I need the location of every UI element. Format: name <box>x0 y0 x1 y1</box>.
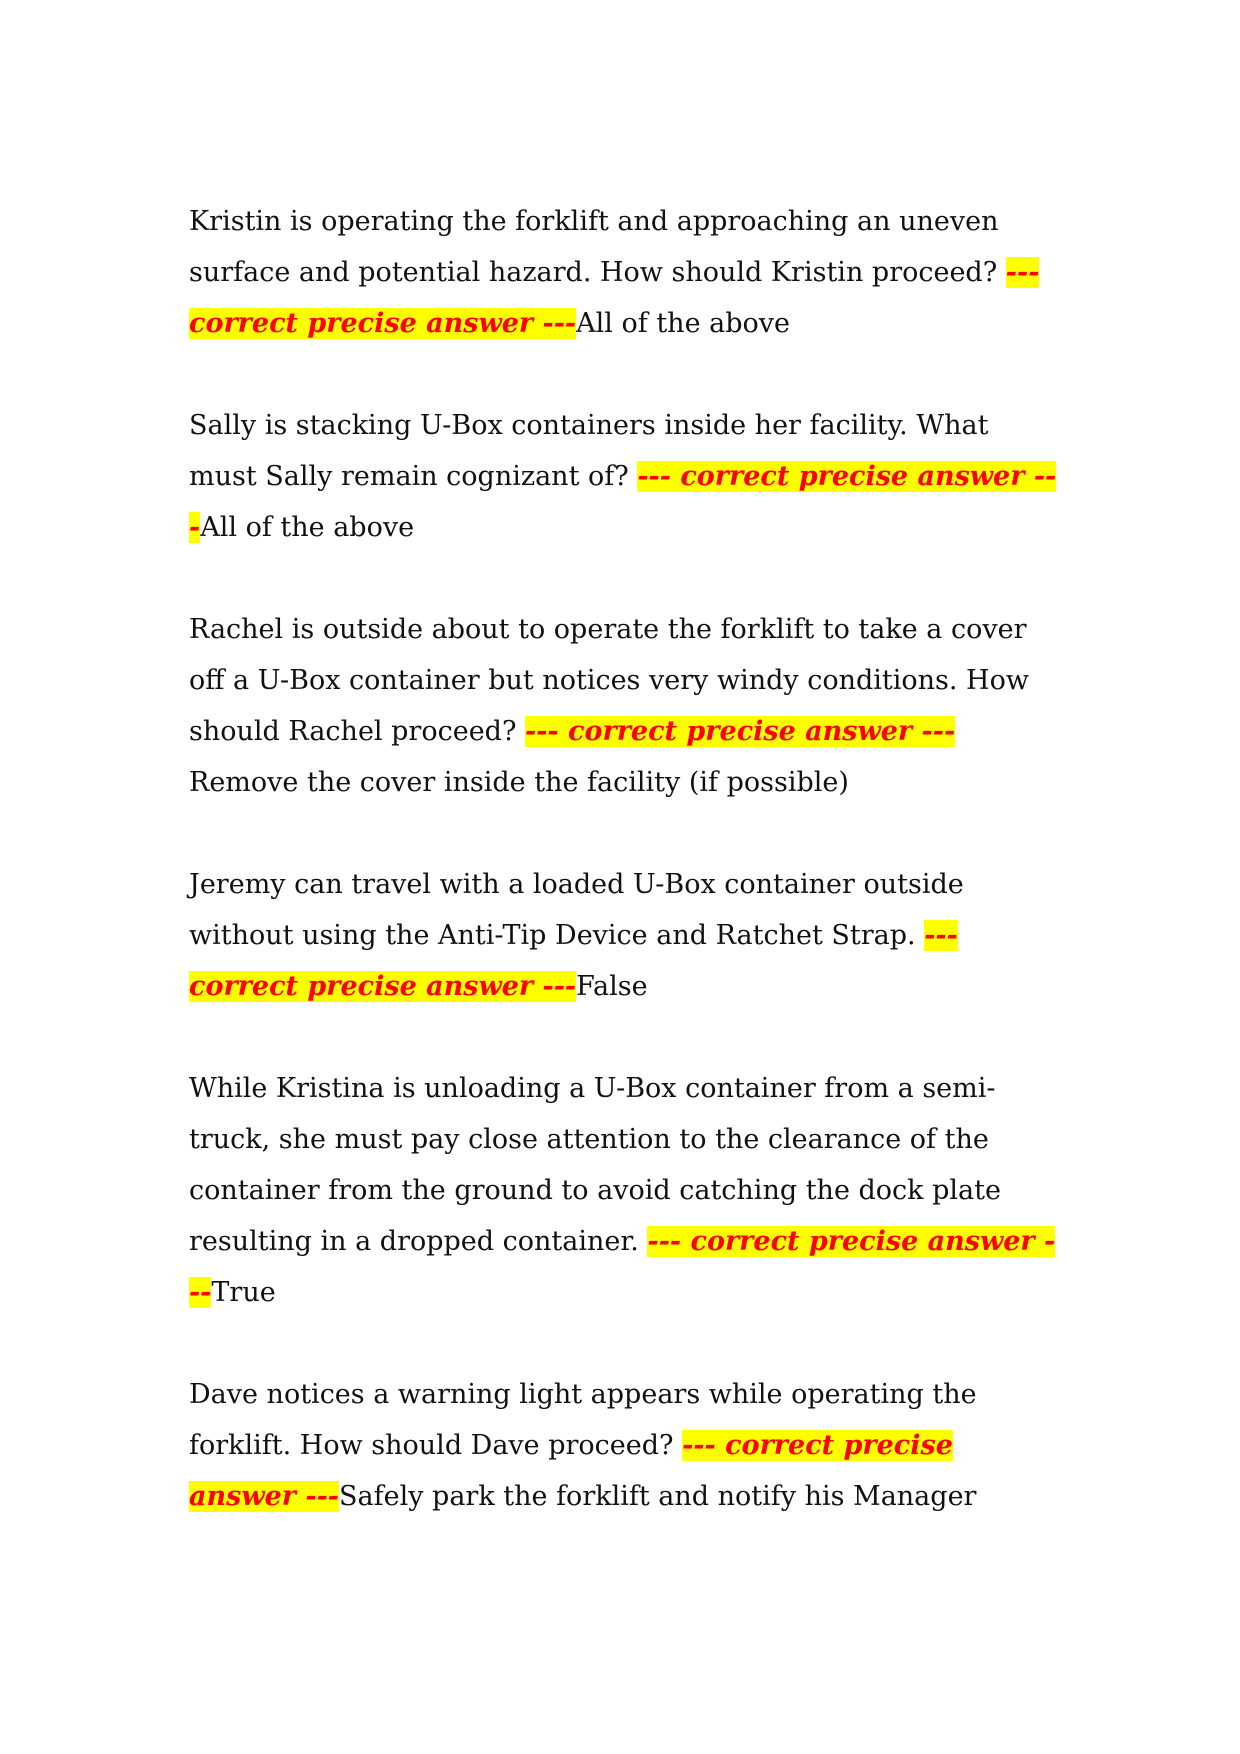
qa-list <box>189 196 1059 1573</box>
answer-text: False <box>576 971 648 1002</box>
answer-marker: --- correct precise answer --- <box>189 257 1040 339</box>
answer-text: True <box>211 1277 276 1308</box>
answer-marker: --- correct precise answer --- <box>525 716 956 747</box>
question-text: Sally is stacking U-Box containers inside her facility. What must Sally remain cognizant of? <box>189 410 989 492</box>
answer-text: All of the above <box>200 512 415 543</box>
answer-marker: --- correct precise answer --- <box>189 1430 953 1512</box>
answer-marker: --- correct precise answer --- <box>189 461 1057 543</box>
question-text: Jeremy can travel with a loaded U-Box container outside without using the Anti-Tip Device and Ratchet Strap. <box>189 869 964 951</box>
question-text: Dave notices a warning light appears while operating the forklift. How should Dave proceed? <box>189 1379 977 1461</box>
answer-text: All of the above <box>576 308 790 339</box>
answer-text: Safely park the forklift and notify his Manager <box>339 1481 977 1512</box>
qa-item <box>189 859 1059 1012</box>
question-text: Rachel is outside about to operate the forklift to take a cover off a U-Box container but notices very windy conditions. How should Rachel proceed? <box>189 614 1029 747</box>
qa-item <box>189 196 1059 349</box>
qa-item <box>189 1369 1059 1522</box>
answer-text: Remove the cover inside the facility (if possible) <box>189 767 849 798</box>
question-text: Kristin is operating the forklift and approaching an uneven surface and potential hazard. How should Kristin proceed? <box>189 206 1006 288</box>
answer-marker: --- correct precise answer --- <box>189 920 958 1002</box>
qa-item <box>189 1063 1059 1318</box>
qa-item <box>189 604 1059 808</box>
qa-item <box>189 400 1059 553</box>
answer-marker: --- correct precise answer --- <box>189 1226 1056 1308</box>
question-text: While Kristina is unloading a U-Box container from a semi-truck, she must pay close attention to the clearance of the container from the ground to avoid catching the dock plate resulting in a dropped container. <box>189 1073 1001 1257</box>
